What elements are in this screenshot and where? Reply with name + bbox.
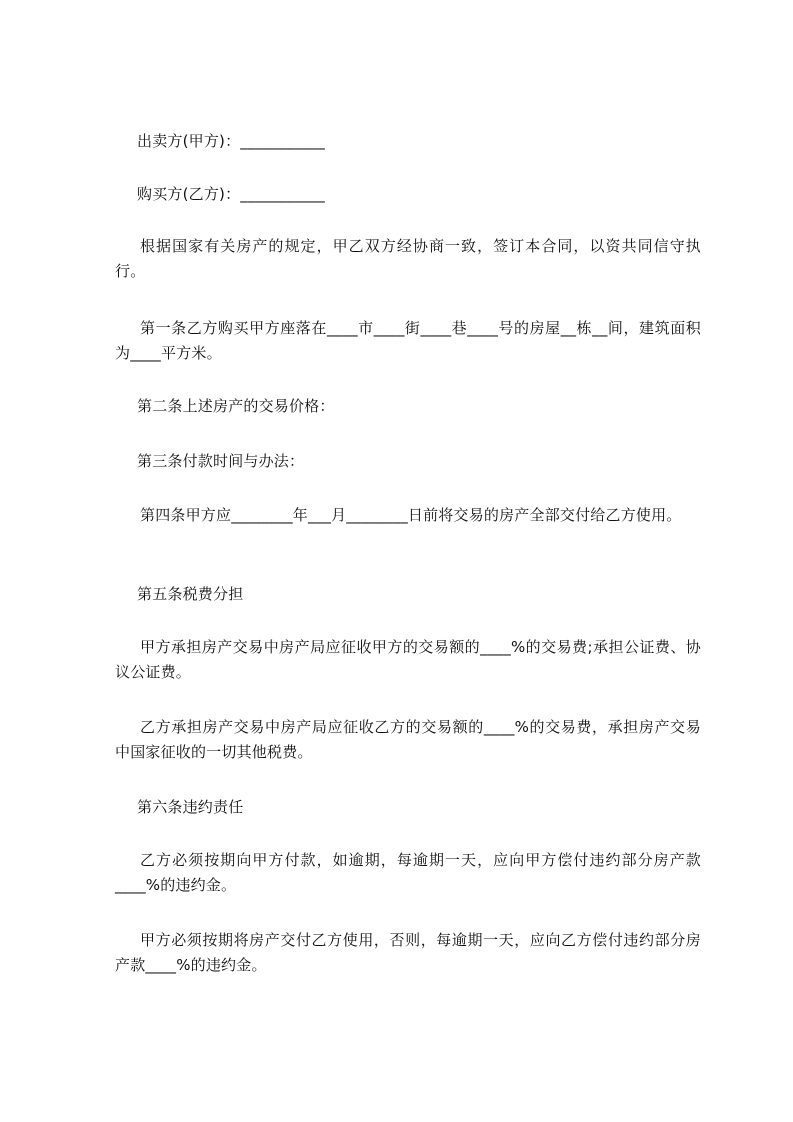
article-6-party-b: 乙方必须按期向甲方付款，如逾期，每逾期一天，应向甲方偿付违约部分房产款____%的违约金。 (115, 851, 701, 894)
article-5-party-a: 甲方承担房产交易中房产局应征收甲方的交易额的____%的交易费;承担公证费、协议公证费。 (115, 638, 701, 681)
intro-paragraph: 根据国家有关房产的规定，甲乙双方经协商一致，签订本合同，以资共同信守执行。 (115, 237, 701, 280)
article-4: 第四条甲方应________年___月________日前将交易的房产全部交付给乙方使用。 (140, 506, 682, 524)
article-1: 第一条乙方购买甲方座落在____市____街____巷____号的房屋__栋__间，建筑面积为____平方米。 (115, 319, 701, 362)
article-5-title: 第五条税费分担 (137, 585, 244, 603)
article-5-party-b: 乙方承担房产交易中房产局应征收乙方的交易额的____%的交易费，承担房产交易中国家征收的一切其他税费。 (115, 718, 701, 761)
buyer-line: 购买方(乙方)：___________ (137, 185, 326, 203)
article-6-title: 第六条违约责任 (137, 798, 244, 816)
seller-line: 出卖方(甲方)：___________ (137, 132, 326, 150)
article-2: 第二条上述房产的交易价格： (137, 397, 335, 415)
article-3: 第三条付款时间与办法： (137, 452, 305, 470)
article-6-party-a: 甲方必须按期将房产交付乙方使用，否则，每逾期一天，应向乙方偿付违约部分房产款____%的违约金。 (115, 931, 701, 974)
